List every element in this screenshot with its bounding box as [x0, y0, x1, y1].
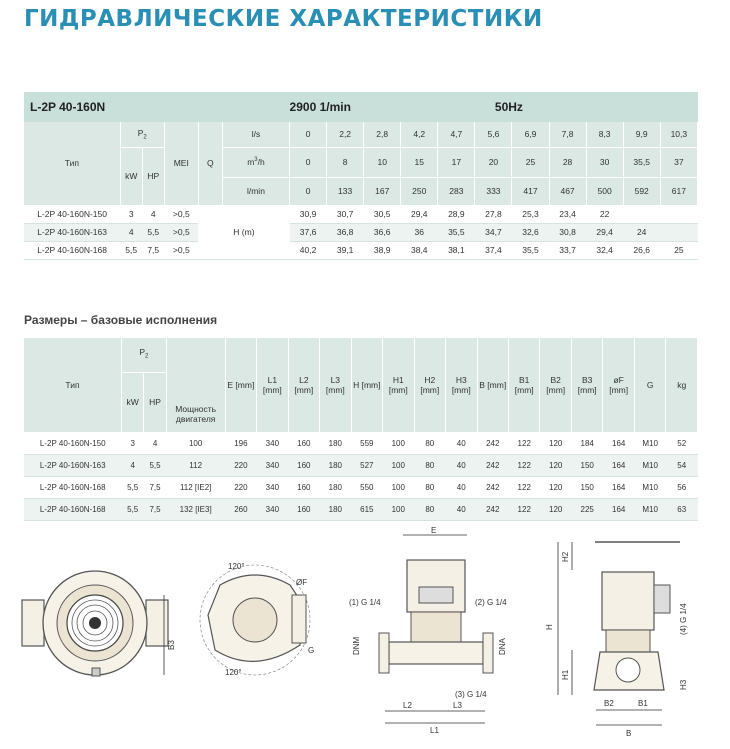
row-val: 40 — [446, 476, 477, 498]
col-f: øF [mm] — [603, 338, 634, 432]
row-val: 160 — [288, 476, 319, 498]
row-hp: 5,5 — [144, 454, 166, 476]
row-val: 120 — [540, 476, 571, 498]
row-val: 80 — [414, 432, 445, 454]
table-row — [24, 205, 698, 223]
flow-ls-3: 4,2 — [401, 122, 438, 147]
freq-label: 50Hz — [475, 92, 698, 122]
col-b2: B2 [mm] — [540, 338, 571, 432]
row-power: 132 [IE3] — [166, 498, 225, 520]
row-val: 122 — [508, 498, 539, 520]
label-l1: L1 — [430, 726, 439, 735]
row-val: M10 — [634, 476, 665, 498]
row-h: 22 — [586, 205, 623, 223]
row-val: 122 — [508, 432, 539, 454]
h-label: H (m) — [198, 205, 289, 259]
lantern — [411, 612, 461, 642]
row-h: 29,4 — [586, 223, 623, 241]
row-h: 30,9 — [290, 205, 327, 223]
row-val: 340 — [257, 454, 288, 476]
row-hp: 4 — [142, 205, 164, 223]
row-mei: >0,5 — [164, 223, 198, 241]
row-type: L-2P 40-160N-168 — [24, 241, 120, 259]
label-angle-bottom: 120° — [225, 668, 242, 677]
pump-side-view-drawing — [540, 530, 725, 745]
row-h: 23,4 — [549, 205, 586, 223]
row-mei: >0,5 — [164, 241, 198, 259]
model-label: L-2P 40-160N — [24, 92, 290, 122]
label-dnm: DNM — [352, 636, 361, 655]
row-val: 164 — [603, 432, 634, 454]
flow-m3h-1: 8 — [327, 147, 364, 177]
col-b: B [mm] — [477, 338, 508, 432]
row-val: 160 — [288, 498, 319, 520]
row-power: 112 [IE2] — [166, 476, 225, 498]
row-kw: 5,5 — [122, 498, 144, 520]
flow-lmin-7: 467 — [549, 177, 586, 205]
row-val: 150 — [571, 454, 602, 476]
flow-lmin-3: 250 — [401, 177, 438, 205]
row-h: 30,7 — [327, 205, 364, 223]
label-g: G — [308, 646, 315, 655]
col-hp: HP — [144, 372, 166, 432]
row-val: 242 — [477, 454, 508, 476]
flow-m3h-4: 17 — [438, 147, 475, 177]
table-row — [24, 498, 698, 520]
row-val: 40 — [446, 498, 477, 520]
outlet-flange — [483, 633, 493, 673]
label-b: B — [626, 729, 632, 738]
row-h: 27,8 — [475, 205, 512, 223]
label-h2: H2 — [561, 551, 570, 562]
flow-ls-1: 2,2 — [327, 122, 364, 147]
col-l2: L2 [mm] — [288, 338, 319, 432]
flow-lmin-8: 500 — [586, 177, 623, 205]
row-power: 112 — [166, 454, 225, 476]
row-val: 180 — [320, 498, 351, 520]
col-h1: H1 [mm] — [383, 338, 414, 432]
row-mei: >0,5 — [164, 205, 198, 223]
row-val: 100 — [383, 498, 414, 520]
col-e: E [mm] — [225, 338, 256, 432]
row-power: 100 — [166, 432, 225, 454]
col-type: Тип — [24, 122, 120, 205]
row-kw: 5,5 — [122, 476, 144, 498]
row-val: 160 — [288, 454, 319, 476]
label-b3: B3 — [167, 640, 176, 650]
row-kw: 5,5 — [120, 241, 142, 259]
left-flange — [22, 600, 44, 646]
row-val: 242 — [477, 432, 508, 454]
inlet-flange — [379, 633, 389, 673]
flow-lmin-5: 333 — [475, 177, 512, 205]
flow-m3h-6: 25 — [512, 147, 549, 177]
row-h: 25 — [660, 241, 697, 259]
row-kw: 3 — [120, 205, 142, 223]
flow-ls-5: 5,6 — [475, 122, 512, 147]
flow-lmin-9: 592 — [623, 177, 660, 205]
row-val: 120 — [540, 432, 571, 454]
flow-ls-6: 6,9 — [512, 122, 549, 147]
row-val: 242 — [477, 498, 508, 520]
flow-ls-2: 2,8 — [364, 122, 401, 147]
col-q: Q — [198, 122, 222, 205]
row-val: 40 — [446, 454, 477, 476]
col-kw: kW — [122, 372, 144, 432]
row-h: 30,8 — [549, 223, 586, 241]
row-h: 32,4 — [586, 241, 623, 259]
flow-m3h-3: 15 — [401, 147, 438, 177]
row-h: 33,7 — [549, 241, 586, 259]
row-type: L-2P 40-160N-150 — [24, 205, 120, 223]
col-power: Мощность двигателя — [166, 338, 225, 432]
row-val: 120 — [540, 498, 571, 520]
unit-m3h: $m^3/h$ — [222, 147, 289, 177]
row-h: 24 — [623, 223, 660, 241]
row-val: 164 — [603, 454, 634, 476]
row-h: 36,6 — [364, 223, 401, 241]
row-val: 63 — [666, 498, 698, 520]
row-val: 80 — [414, 498, 445, 520]
row-val: 340 — [257, 498, 288, 520]
row-h: 35,5 — [512, 241, 549, 259]
unit-ls: l/s — [222, 122, 289, 147]
flow-m3h-8: 30 — [586, 147, 623, 177]
flow-lmin-2: 167 — [364, 177, 401, 205]
row-val: 260 — [225, 498, 256, 520]
flow-lmin-0: 0 — [290, 177, 327, 205]
row-h: 37,6 — [290, 223, 327, 241]
col-type: Тип — [24, 338, 122, 432]
row-val: 52 — [666, 432, 698, 454]
row-val: 180 — [320, 432, 351, 454]
row-type: L-2P 40-160N-163 — [24, 454, 122, 476]
row-hp: 4 — [144, 432, 166, 454]
flow-ls-4: 4,7 — [438, 122, 475, 147]
flange-view-drawing — [190, 555, 330, 685]
row-val: 340 — [257, 476, 288, 498]
pump-front-view-drawing — [345, 525, 530, 745]
row-val: 559 — [351, 432, 382, 454]
row-val: 100 — [383, 432, 414, 454]
col-g: G — [634, 338, 665, 432]
row-hp: 7,5 — [144, 476, 166, 498]
row-h: 28,9 — [438, 205, 475, 223]
row-kw: 4 — [120, 223, 142, 241]
row-h: 36,8 — [327, 223, 364, 241]
col-kg: kg — [666, 338, 698, 432]
col-mei: MEI — [164, 122, 198, 205]
hydraulic-table — [24, 92, 698, 260]
table-row — [24, 223, 698, 241]
row-val: 150 — [571, 476, 602, 498]
row-h — [660, 205, 697, 223]
label-phiF: ØF — [296, 578, 308, 587]
row-h: 29,4 — [401, 205, 438, 223]
motor — [602, 572, 654, 630]
row-val: 220 — [225, 454, 256, 476]
label-angle-top: 120° — [228, 562, 245, 571]
row-val: 180 — [320, 476, 351, 498]
row-h — [623, 205, 660, 223]
row-val: 40 — [446, 432, 477, 454]
col-p2: $P_2$ — [120, 122, 164, 147]
inlet-port — [233, 598, 277, 642]
pump-casing — [389, 642, 483, 664]
fan-hub — [89, 617, 101, 629]
speed-label: 2900 1/min — [290, 92, 475, 122]
row-h: 25,3 — [512, 205, 549, 223]
row-hp: 7,5 — [144, 498, 166, 520]
row-h — [660, 223, 697, 241]
row-val: 196 — [225, 432, 256, 454]
row-val: 527 — [351, 454, 382, 476]
flow-lmin-4: 283 — [438, 177, 475, 205]
label-h3: H3 — [679, 679, 688, 690]
row-h: 38,4 — [401, 241, 438, 259]
label-dna: DNA — [498, 638, 507, 655]
flow-lmin-1: 133 — [327, 177, 364, 205]
row-h: 32,6 — [512, 223, 549, 241]
row-val: 615 — [351, 498, 382, 520]
row-val: 100 — [383, 476, 414, 498]
row-h: 38,1 — [438, 241, 475, 259]
row-h: 34,7 — [475, 223, 512, 241]
pump-top-view-drawing — [14, 555, 184, 685]
label-h1: H1 — [561, 669, 570, 680]
row-val: 54 — [666, 454, 698, 476]
row-kw: 3 — [122, 432, 144, 454]
dimensions-table — [24, 338, 698, 521]
row-val: 242 — [477, 476, 508, 498]
col-b1: B1 [mm] — [508, 338, 539, 432]
row-val: 180 — [320, 454, 351, 476]
row-val: 100 — [383, 454, 414, 476]
unit-lmin: l/min — [222, 177, 289, 205]
label-h: H — [545, 624, 554, 630]
label-l3: L3 — [453, 701, 462, 710]
row-hp: 7,5 — [142, 241, 164, 259]
table-row — [24, 432, 698, 454]
row-val: 220 — [225, 476, 256, 498]
terminal-box — [654, 585, 670, 613]
flow-m3h-10: 37 — [660, 147, 697, 177]
row-h: 36 — [401, 223, 438, 241]
row-h: 40,2 — [290, 241, 327, 259]
col-kw: kW — [120, 147, 142, 205]
label-g1: (1) G 1/4 — [349, 598, 381, 607]
row-val: 225 — [571, 498, 602, 520]
flow-m3h-5: 20 — [475, 147, 512, 177]
row-val: M10 — [634, 498, 665, 520]
col-l3: L3 [mm] — [320, 338, 351, 432]
terminal-box — [419, 587, 453, 603]
row-val: 56 — [666, 476, 698, 498]
row-val: 184 — [571, 432, 602, 454]
row-hp: 5,5 — [142, 223, 164, 241]
row-val: M10 — [634, 432, 665, 454]
col-p2: $P_2$ — [122, 338, 167, 372]
flow-m3h-7: 28 — [549, 147, 586, 177]
flow-ls-9: 9,9 — [623, 122, 660, 147]
section-title-dimensions: Размеры – базовые исполнения — [24, 313, 218, 327]
table-row — [24, 241, 698, 259]
row-val: 80 — [414, 454, 445, 476]
flow-lmin-10: 617 — [660, 177, 697, 205]
flow-m3h-2: 10 — [364, 147, 401, 177]
col-h3: H3 [mm] — [446, 338, 477, 432]
page-title: ГИДРАВЛИЧЕСКИЕ ХАРАКТЕРИСТИКИ — [24, 6, 543, 32]
row-h: 38,9 — [364, 241, 401, 259]
col-hp: HP — [142, 147, 164, 205]
outlet-flange — [292, 595, 306, 643]
row-val: 122 — [508, 476, 539, 498]
row-h: 26,6 — [623, 241, 660, 259]
row-val: 160 — [288, 432, 319, 454]
label-g2: (2) G 1/4 — [475, 598, 507, 607]
row-h: 30,5 — [364, 205, 401, 223]
row-val: 164 — [603, 476, 634, 498]
flow-m3h-0: 0 — [290, 147, 327, 177]
label-b1: B1 — [638, 699, 648, 708]
col-h2: H2 [mm] — [414, 338, 445, 432]
flow-lmin-6: 417 — [512, 177, 549, 205]
flow-ls-10: 10,3 — [660, 122, 697, 147]
row-kw: 4 — [122, 454, 144, 476]
row-val: 120 — [540, 454, 571, 476]
row-val: 80 — [414, 476, 445, 498]
row-type: L-2P 40-160N-168 — [24, 498, 122, 520]
label-g3: (3) G 1/4 — [455, 690, 487, 699]
col-l1: L1 [mm] — [257, 338, 288, 432]
right-flange — [146, 600, 168, 646]
label-l2: L2 — [403, 701, 412, 710]
row-val: M10 — [634, 454, 665, 476]
flow-ls-0: 0 — [290, 122, 327, 147]
row-h: 37,4 — [475, 241, 512, 259]
table-row — [24, 476, 698, 498]
row-type: L-2P 40-160N-168 — [24, 476, 122, 498]
col-b3: B3 [mm] — [571, 338, 602, 432]
row-val: 340 — [257, 432, 288, 454]
row-val: 550 — [351, 476, 382, 498]
flow-m3h-9: 35,5 — [623, 147, 660, 177]
table-row — [24, 454, 698, 476]
row-type: L-2P 40-160N-163 — [24, 223, 120, 241]
label-g4: (4) G 1/4 — [679, 603, 688, 635]
lantern — [606, 630, 650, 652]
motor — [407, 560, 465, 612]
col-h: H [mm] — [351, 338, 382, 432]
row-val: 122 — [508, 454, 539, 476]
row-h: 35,5 — [438, 223, 475, 241]
label-b2: B2 — [604, 699, 614, 708]
flow-ls-8: 8,3 — [586, 122, 623, 147]
row-type: L-2P 40-160N-150 — [24, 432, 122, 454]
row-val: 164 — [603, 498, 634, 520]
drain-plug — [92, 668, 100, 676]
flow-ls-7: 7,8 — [549, 122, 586, 147]
label-e: E — [431, 526, 437, 535]
flange-face — [616, 658, 640, 682]
row-h: 39,1 — [327, 241, 364, 259]
